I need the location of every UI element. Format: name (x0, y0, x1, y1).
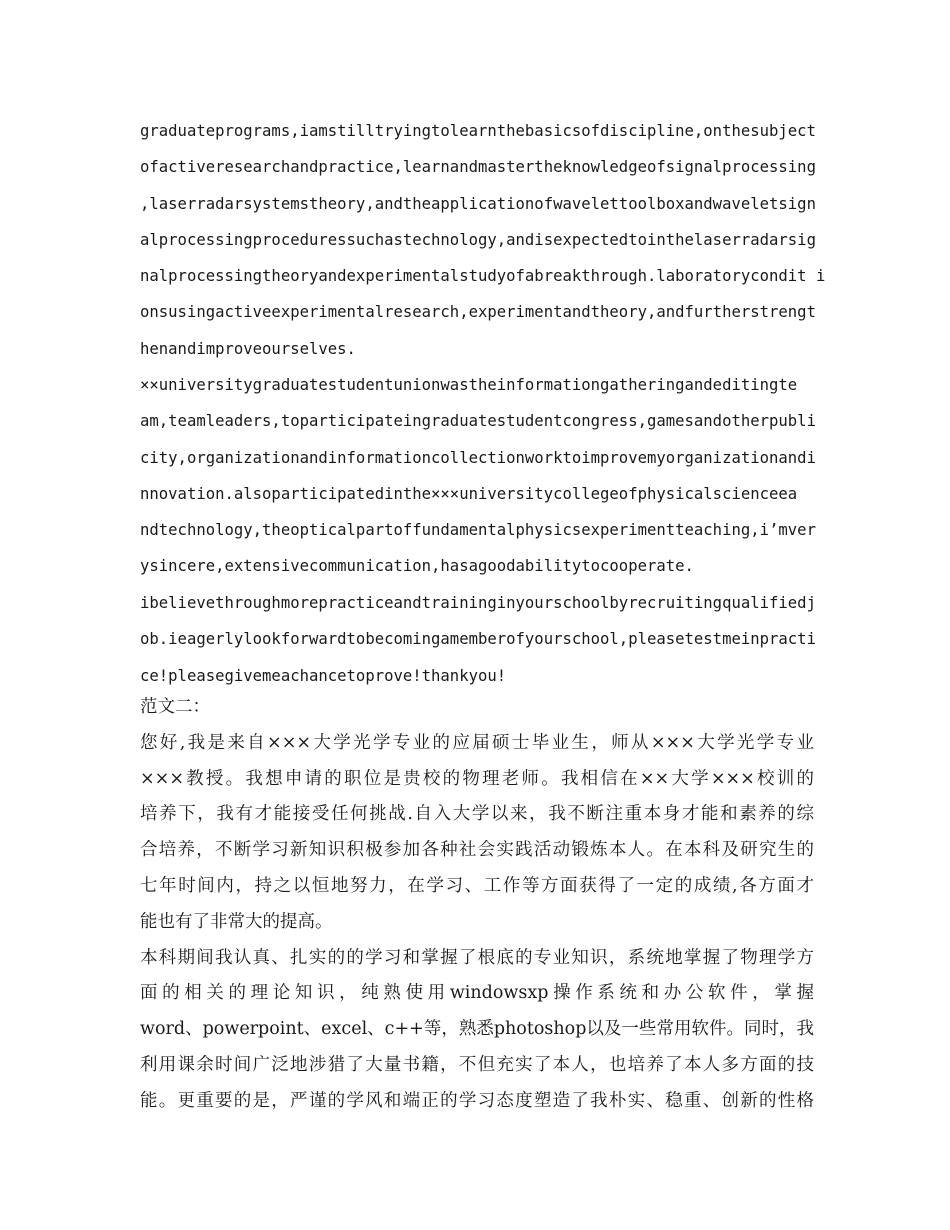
chinese-section (140, 690, 814, 1120)
chinese-paragraph-2 (140, 941, 814, 1120)
text-line: nalprocessingtheoryandexperimentalstudyofabreakthrough.laboratorycondit i (140, 267, 826, 286)
text-line: 利用课余时间广泛地涉猎了大量书籍，不但充实了本人，也培养了本人多方面的技 (140, 1054, 814, 1075)
text-line: 合培养，不断学习新知识积极参加各种社会实践活动锻炼本人。在本科及研究生的 (140, 840, 814, 861)
section-heading: 范文二： (140, 697, 210, 717)
text-line: ibelievethroughmorepracticeandtraininginyourschoolbyrecruitingqualifiedj (140, 594, 816, 612)
text-line: ×××教授。我想申请的职位是贵校的物理老师。我相信在××大学×××校训的 (140, 768, 814, 789)
english-paragraph-1 (140, 113, 826, 367)
text-line: 面的相关的理论知识，纯熟使用windowsxp操作系统和办公软件，掌握 (140, 983, 814, 1004)
text-line: ××universitygraduatestudentunionwastheinformationgatheringandeditingte (140, 376, 798, 394)
text-line: onsusingactiveexperimentalresearch,experimentandtheory,andfurtherstrengt (140, 303, 816, 322)
text-line: ysincere,extensivecommunication,hasagoodabilitytocooperate. (140, 557, 694, 576)
text-line: city,organizationandinformationcollectionworktoimprovemyorganizationandi (140, 448, 816, 467)
text-line: ndtechnology,theopticalpartoffundamentalphysicsexperimentteaching,i’mver (140, 521, 816, 540)
text-line: word、powerpoint、excel、c++等，熟悉photoshop以及一些常用软件。同时，我 (140, 1019, 814, 1040)
english-paragraph-3 (140, 585, 816, 694)
text-line: 能。更重要的是，严谨的学风和端正的学习态度塑造了我朴实、稳重、创新的性格 (140, 1090, 814, 1111)
text-line: henandimproveourselves. (140, 339, 356, 358)
text-line: nnovation.alsoparticipatedinthe×××universitycollegeofphysicalscienceea (140, 484, 798, 503)
text-line: ce!pleasegivemeachancetoprove!thankyou! (140, 666, 507, 685)
text-line: graduateprograms,iamstilltryingtolearnthebasicsofdiscipline,onthesubject (140, 122, 816, 140)
text-line: am,teamleaders,toparticipateingraduatestudentcongress,gamesandotherpubli (140, 412, 816, 431)
text-line: ofactiveresearchandpractice,learnandmastertheknowledgeofsignalprocessing (140, 158, 816, 177)
text-line: ,laserradarsystemstheory,andtheapplicationofwavelettoolboxandwaveletsign (140, 194, 816, 213)
chinese-paragraph-1 (140, 726, 814, 941)
text-line: alprocessingproceduressuchastechnology,andisexpectedtointhelaserradarsig (140, 230, 816, 249)
text-line: 能也有了非常大的提高。 (140, 911, 333, 932)
text-line: 培养下，我有才能接受任何挑战.自入大学以来，我不断注重本身才能和素养的综 (140, 804, 814, 825)
text-line: 七年时间内，持之以恒地努力，在学习、工作等方面获得了一定的成绩,各方面才 (140, 875, 814, 896)
text-line: ob.ieagerlylookforwardtobecomingamemberofyourschool,pleasetestmeinpracti (140, 630, 816, 649)
text-line: 您好,我是来自×××大学光学专业的应届硕士毕业生，师从×××大学光学专业 (140, 732, 814, 753)
text-line: 本科期间我认真、扎实的的学习和掌握了根底的专业知识，系统地掌握了物理学方 (140, 947, 814, 968)
english-paragraph-2 (140, 367, 816, 585)
